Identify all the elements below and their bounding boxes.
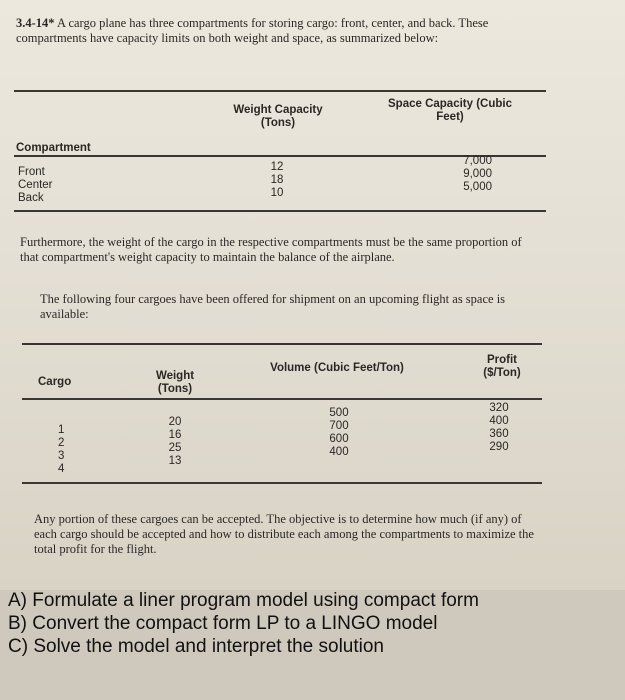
table1-col-compartment <box>18 166 98 205</box>
cargo-offer-paragraph: The following four cargoes have been offered for shipment on an upcoming flight as space is available: <box>40 292 506 321</box>
table1-cell: Back <box>18 192 44 204</box>
table2-cell: 400 <box>489 415 509 427</box>
question-b: B) Convert the compact form LP to a LINGO model <box>8 613 438 634</box>
objective-paragraph: Any portion of these cargoes can be accepted. The objective is to determine how much (if any) of each cargo should be accepted and how to distribute each among the compartments to maximize the total profit for the flight. <box>34 512 534 556</box>
problem-intro-text: A cargo plane has three compartments for storing cargo: front, center, and back. These compartments have capacity limits on both weight and space, as summarized below: <box>16 16 489 45</box>
table2-col-cargo <box>58 424 74 476</box>
table1-cell: Center <box>18 179 53 191</box>
table2-header-weight: Weight (Tons) <box>155 370 195 395</box>
table2-header-rule <box>22 398 542 400</box>
table2-bottom-rule <box>22 482 542 484</box>
question-a: A) Formulate a liner program model using compact form <box>8 590 479 611</box>
table2-cell: 25 <box>168 442 182 454</box>
table2-cell: 500 <box>329 407 349 419</box>
table2-header-cargo: Cargo <box>38 376 72 388</box>
table2-cell: 290 <box>489 441 509 453</box>
balance-paragraph: Furthermore, the weight of the cargo in the respective compartments must be the same proportion of that compartment's weight capacity to maintain the balance of the airplane. <box>20 235 522 264</box>
table2-cell: 1 <box>58 424 65 436</box>
table2-cell: 700 <box>329 420 349 432</box>
table2-col-profit <box>482 402 516 454</box>
table2-col-volume <box>322 407 356 459</box>
table2-cell: 400 <box>329 446 349 458</box>
assignment-questions <box>8 589 618 658</box>
table1-col-space <box>440 155 492 194</box>
table2-cell: 3 <box>58 450 65 462</box>
table1-header-space: Space Capacity (Cubic Feet) <box>388 98 512 123</box>
table1-cell: 5,000 <box>463 181 492 193</box>
table1-cell: 7,000 <box>463 155 492 167</box>
table2-cell: 20 <box>168 416 182 428</box>
question-c: C) Solve the model and interpret the solution <box>8 636 384 657</box>
table2-header-profit: Profit ($/Ton) <box>483 354 521 379</box>
table1-top-rule <box>14 90 546 92</box>
table1-cell: 12 <box>270 161 284 173</box>
table1-header-weight: Weight Capacity (Tons) <box>233 104 323 129</box>
table2-cell: 16 <box>168 429 182 441</box>
table1-header-compartment: Compartment <box>16 142 91 154</box>
table2-top-rule <box>22 343 542 345</box>
table2-cell: 600 <box>329 433 349 445</box>
problem-number: 3.4-14* <box>16 16 55 30</box>
table2-cell: 4 <box>58 463 65 475</box>
table1-col-weight <box>262 161 292 200</box>
table2-cell: 360 <box>489 428 509 440</box>
table2-header-volume: Volume (Cubic Feet/Ton) <box>270 362 404 374</box>
table1-cell: 10 <box>270 187 284 199</box>
table2-cell: 2 <box>58 437 65 449</box>
table1-bottom-rule <box>14 210 546 212</box>
table1-cell: 18 <box>270 174 284 186</box>
problem-intro <box>16 16 526 46</box>
table1-cell: 9,000 <box>463 168 492 180</box>
table1-cell: Front <box>18 166 45 178</box>
table2-col-weight <box>160 416 190 468</box>
table2-cell: 320 <box>489 402 509 414</box>
table2-cell: 13 <box>168 455 182 467</box>
